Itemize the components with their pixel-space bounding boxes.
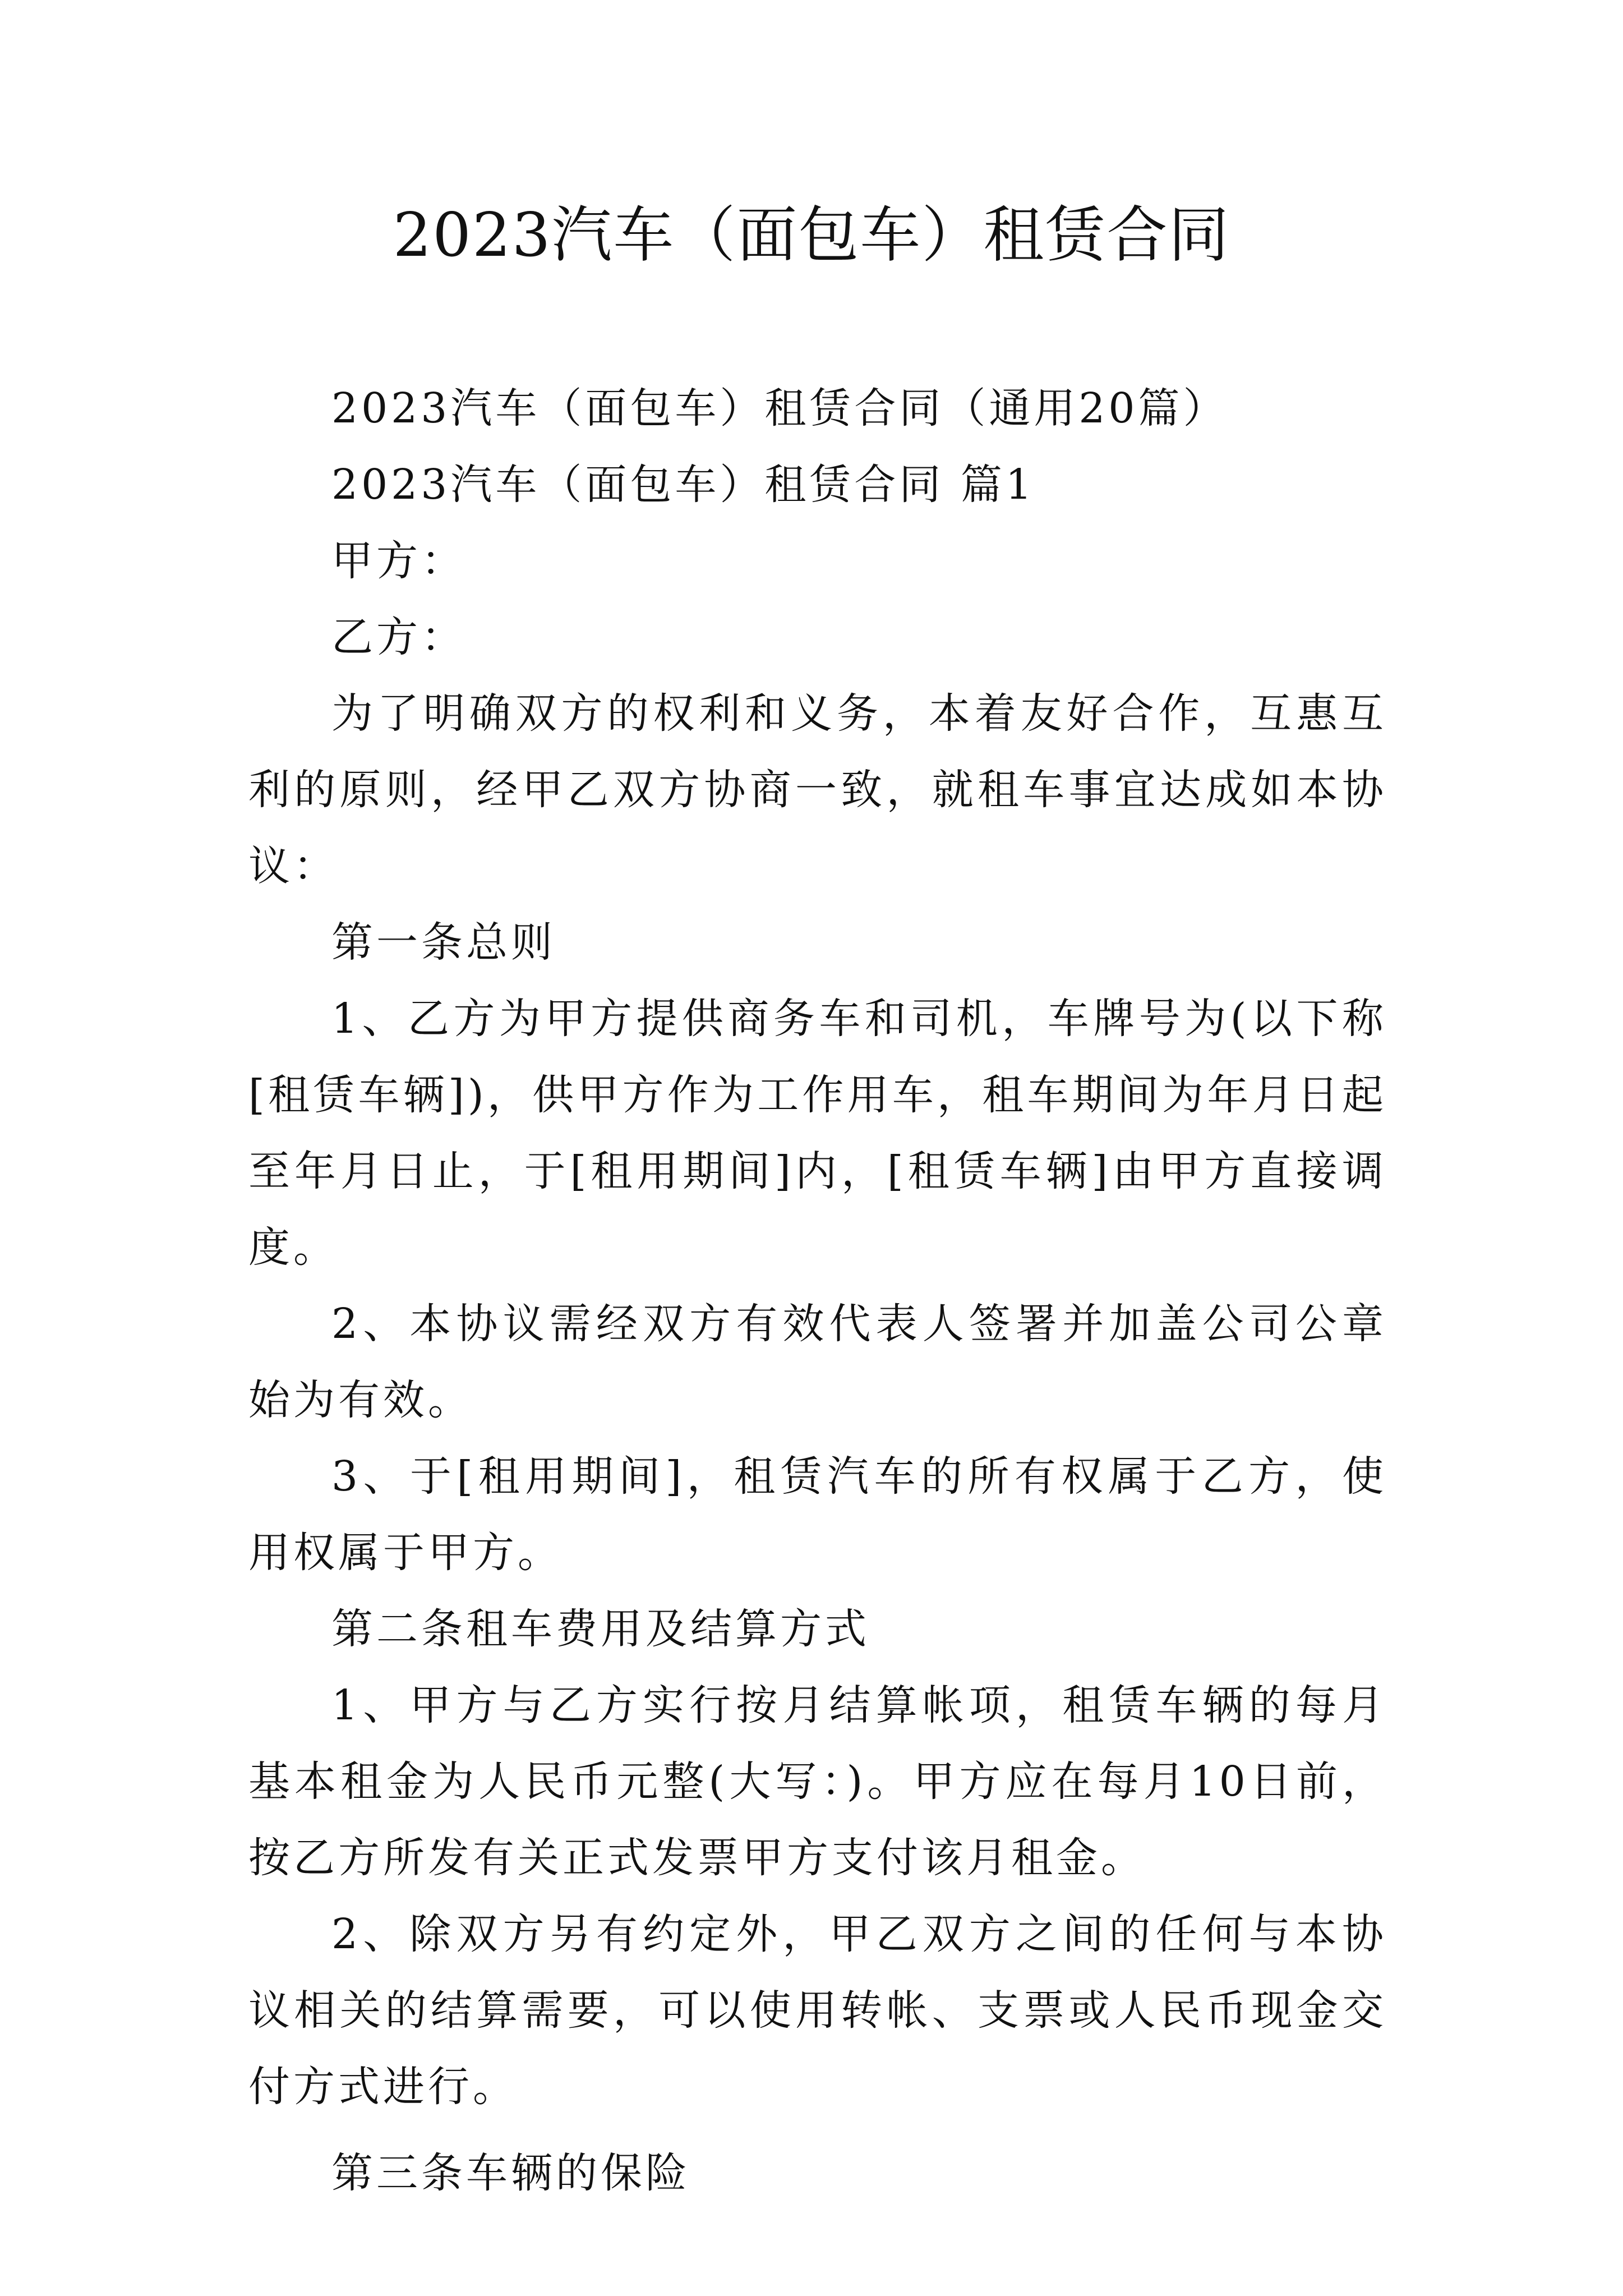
- clause-1-3: 3、于[租用期间]，租赁汽车的所有权属于乙方，使用权属于甲方。: [248, 1452, 1387, 1577]
- preamble-paragraph: 为了明确双方的权利和义务，本着友好合作，互惠互利的原则，经甲乙双方协商一致，就租车事宜达成如本协议：: [248, 689, 1387, 890]
- clause-1-2: 2、本协议需经双方有效代表人签署并加盖公司公章始为有效。: [248, 1300, 1387, 1424]
- party-b-line: 乙方：: [331, 613, 466, 661]
- section-heading-general: 第一条总则: [331, 918, 556, 967]
- subtitle-collection: 2023汽车（面包车）租赁合同（通用20篇）: [331, 384, 1228, 432]
- clause-1-1: 1、乙方为甲方提供商务车和司机，车牌号为(以下称[租赁车辆])，供甲方作为工作用车，租车期间为年月日起至年月日止，于[租用期间]内，[租赁车辆]由甲方直接调度。: [248, 995, 1387, 1272]
- subtitle-part: 2023汽车（面包车）租赁合同 篇1: [331, 461, 1035, 509]
- section-heading-fees: 第二条租车费用及结算方式: [331, 1605, 870, 1653]
- party-a-line: 甲方：: [331, 537, 466, 585]
- clause-2-2: 2、除双方另有约定外，甲乙双方之间的任何与本协议相关的结算需要，可以使用转帐、支票或人民币现金交付方式进行。: [248, 1910, 1387, 2111]
- clause-2-1: 1、甲方与乙方实行按月结算帐项，租赁车辆的每月基本租金为人民币元整(大写：)。甲方应在每月10日前，按乙方所发有关正式发票甲方支付该月租金。: [248, 1681, 1387, 1882]
- document-body: [248, 370, 1387, 2211]
- section-heading-insurance: 第三条车辆的保险: [331, 2149, 690, 2197]
- document-title: 2023汽车（面包车）租赁合同: [393, 200, 1230, 270]
